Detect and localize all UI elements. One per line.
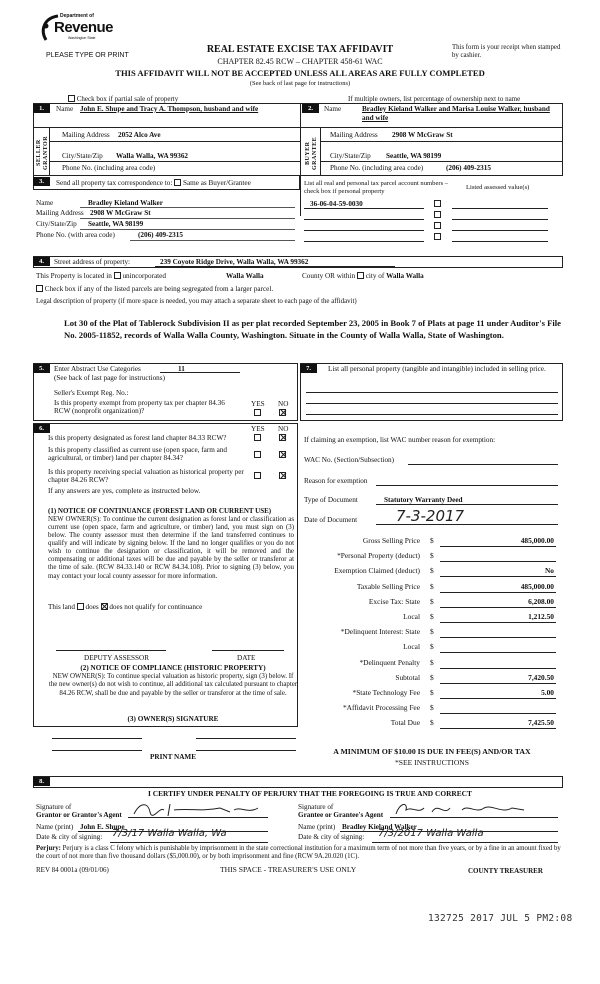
personal-property-dollar: $ [430, 551, 434, 561]
delinquent-interest-local-dollar: $ [430, 642, 434, 652]
grantor-date-label: Date & city of signing: [36, 833, 103, 841]
grantee-name: Bradley Kieland Walker [342, 823, 417, 831]
affidavit-processing-fee-label: *Affidavit Processing Fee [342, 703, 420, 713]
buyer-mailing-label: Mailing Address [330, 131, 378, 139]
historic-question: Is this property receiving special valuation as historical property per chapter 84.26 RCW? [48, 468, 244, 485]
corr-name-label: Name [36, 199, 54, 207]
excise-tax-local-dollar: $ [430, 612, 434, 621]
s5-no: NO [278, 400, 289, 408]
doc-date: 7-3-2017 [396, 507, 465, 525]
grantee-signature [392, 800, 542, 818]
taxable-selling-price-label: Taxable Selling Price [356, 581, 420, 591]
street-address: 239 Coyote Ridge Drive, Walla Walla, WA 99362 [160, 258, 309, 266]
deputy-assessor-label: DEPUTY ASSESSOR [84, 654, 150, 662]
form-chapter: CHAPTER 82.45 RCW – CHAPTER 458-61 WAC [217, 57, 383, 66]
street-label: Street address of property: [54, 258, 131, 266]
total-due-label: Total Due [390, 718, 420, 728]
see-instructions: *SEE INSTRUCTIONS [394, 758, 470, 767]
same-as-buyer-checkbox[interactable] [174, 179, 181, 186]
grantee-sig-label-2: Grantee or Grantee's Agent [298, 811, 384, 820]
same-as-buyer-label: Same as Buyer/Grantee [182, 179, 251, 187]
unincorporated-checkbox[interactable] [114, 272, 121, 279]
date-label: DATE [237, 654, 256, 662]
gross-selling-price-label: Gross Selling Price [362, 536, 420, 545]
total-due-value: 7,425.50 [528, 718, 554, 728]
minimum-note: A MINIMUM OF $10.00 IS DUE IN FEE(S) AND/OR TAX [333, 747, 531, 756]
section-5-number: 5. [33, 364, 50, 373]
current-use-no-checkbox[interactable] [279, 451, 286, 458]
see-back-note: (See back of last page for instructions) [249, 80, 351, 87]
delinquent-interest-local-label: Local [403, 642, 420, 652]
grantor-sig-label-2: Grantor or Grantor's Agent [36, 811, 122, 820]
perjury-note [36, 845, 562, 861]
grantor-date-city: 7/3/17 Walla Walla, Wa [112, 828, 227, 839]
buyer-city: Seattle, WA 98199 [386, 152, 442, 160]
buyer-mailing: 2908 W McGraw St [392, 131, 453, 139]
notice-2-body: NEW OWNER(S): To continue special valuation as historic property, sign (3) below. If the new owner(s) do not wish to continue, all additional tax calculated pursuant to chapter 84.26 RCW, shall be due and payable by the seller or transferor at the time of sale. [48, 673, 298, 697]
buyer-city-label: City/State/Zip [330, 152, 371, 160]
seller-city-label: City/State/Zip [62, 152, 103, 160]
corr-city-label: City/State/Zip [36, 220, 77, 228]
gross-selling-price-value: 485,000.00 [520, 536, 554, 545]
seller-name-label: Name [56, 105, 74, 113]
does-qualify-checkbox[interactable] [77, 603, 84, 610]
county-or-within [302, 272, 424, 280]
excise-tax-state-dollar: $ [430, 596, 434, 606]
parcel-3-personal-checkbox[interactable] [434, 222, 441, 229]
correspondence-text: Send all property tax correspondence to: [56, 179, 173, 187]
state-technology-fee-label: *State Technology Fee [352, 688, 420, 697]
parcel-1-personal-checkbox[interactable] [434, 200, 441, 207]
historic-no-checkbox[interactable] [279, 472, 286, 479]
perjury-label: Perjury: [36, 845, 61, 852]
state-technology-fee-value: 5.00 [541, 688, 554, 697]
assessed-label: Listed assessed value(s) [466, 184, 530, 191]
grantee-name-label: Name (print) [298, 823, 336, 831]
subtotal-label: Subtotal [395, 672, 420, 682]
legal-label: Legal description of property (if more space is needed, you may attach a separate sheet to each page of the affidavit) [36, 298, 357, 305]
forest-no-checkbox[interactable] [279, 434, 286, 441]
excise-tax-state-value: 6,208.00 [528, 596, 554, 606]
grantee-signature-mark [392, 800, 542, 818]
grantor-sig-label-1: Signature of [36, 803, 72, 811]
grantee-date-city: 7/3/2017 Walla Walla [378, 828, 484, 839]
claim-exemption-label: If claiming an exemption, list WAC number reason for exemption: [304, 436, 496, 444]
seller-mailing: 2052 Alco Ave [118, 131, 161, 139]
seller-name: John E. Shupe and Tracy A. Thompson, husband and wife [80, 105, 259, 113]
doc-type-label: Type of Document [304, 496, 358, 504]
buyer-name: Bradley Kieland Walker and Marisa Louise Walker, husband and wife [362, 105, 550, 122]
subtotal-value: 7,420.50 [528, 672, 554, 682]
owner-signature-label: (3) OWNER(S) SIGNATURE [127, 715, 219, 723]
personal-prop-label: List all personal property (tangible and intangible) included in selling price. [328, 365, 546, 373]
corr-city: Seattle, WA 98199 [88, 220, 144, 228]
notice-2-title: (2) NOTICE OF COMPLIANCE (HISTORIC PROPERTY) [80, 664, 266, 672]
section-8-number: 8. [33, 777, 50, 786]
taxable-selling-price-value: 485,000.00 [520, 581, 554, 591]
excise-tax-state-label: Excise Tax: State [368, 596, 420, 606]
multiple-owners-note: If multiple owners, list percentage of ownership next to name [348, 95, 521, 103]
affidavit-processing-fee-dollar: $ [430, 703, 434, 713]
doc-type: Statutory Warranty Deed [384, 496, 463, 504]
partial-sale-checkbox[interactable] [68, 95, 75, 102]
does-label: does [85, 603, 99, 611]
section-4-number: 4. [33, 257, 50, 266]
delinquent-penalty-label: *Delinquent Penalty [359, 657, 420, 667]
grantor-name: John E. Shupe [80, 823, 125, 831]
exemption-claimed-dollar: $ [430, 566, 434, 576]
city-of-label: city of [365, 272, 385, 280]
perjury-text: Perjury is a class C felony which is punishable by imprisonment in the state correctional institution for a maximum term of not more than five years, or by a fine in an amount fixed by the court of not more than five thousand dollars ($5,000.00), or by both imprisonment and fine (RCW 9A.20.020 (1C). [36, 845, 561, 861]
print-name-label: PRINT NAME [150, 753, 196, 761]
segregated-row [36, 285, 273, 293]
notice-1-title: (1) NOTICE OF CONTINUANCE (FOREST LAND OR CURRENT USE) [48, 507, 272, 515]
rev-number: REV 84 0001a (09/01/06) [36, 866, 109, 874]
exempt-yes-checkbox[interactable] [254, 409, 261, 416]
parcel-4-personal-checkbox[interactable] [434, 233, 441, 240]
abstract-see-back: (See back of last page for instructions) [54, 374, 165, 382]
seller-side-label: SELLER GRANTOR [36, 135, 49, 171]
section-1-number: 1. [33, 104, 50, 113]
county-treasurer: COUNTY TREASURER [468, 867, 543, 875]
treasurer-space: THIS SPACE - TREASURER'S USE ONLY [220, 865, 357, 874]
grantee-date-label: Date & city of signing: [298, 833, 365, 841]
warning-banner: THIS AFFIDAVIT WILL NOT BE ACCEPTED UNLESS ALL AREAS ARE FULLY COMPLETED [115, 68, 485, 78]
section-7-number: 7. [300, 364, 317, 373]
corr-phone: (206) 409-2315 [138, 231, 183, 239]
corr-mailing-label: Mailing Address [36, 209, 84, 217]
revenue-logo [38, 10, 114, 44]
legal-description: Lot 30 of the Plat of Tablerock Subdivision II as per plat recorded September 23, 2005 in Book 7 of Plats at page 11 under Auditor's File No. 2005-11852, records of Walla Walla County, Washington. Situate in the County of Walla Walla, State of Washington. [64, 318, 561, 340]
current-use-yes-checkbox[interactable] [254, 451, 261, 458]
buyer-name-label: Name [324, 105, 342, 113]
personal-property-label: *Personal Property (deduct) [337, 551, 420, 561]
treasurer-stamp: 132725 2017 JUL 5 PM2:08 [428, 913, 573, 924]
does-not-qualify-checkbox[interactable] [101, 603, 108, 610]
exempt-reg-label: Seller's Exempt Reg. No.: [54, 389, 129, 397]
does-not-label: does not qualify for continuance [109, 603, 203, 611]
reason-label: Reason for exemption [304, 477, 368, 485]
segregated-label: Check box if any of the listed parcels are being segregated from a larger parcel. [44, 285, 274, 293]
section-2-number: 2. [302, 104, 319, 113]
delinquent-interest-state-label: *Delinquent Interest: State [340, 627, 420, 637]
within-city-checkbox[interactable] [357, 272, 364, 279]
grantee-sig-label [298, 803, 383, 820]
parcel-2-personal-checkbox[interactable] [434, 211, 441, 218]
notice-1-body: NEW OWNER(S): To continue the current designation as forest land or classification as current use (open space, farm and agriculture, or timber) land, you must sign on (3) below. The county assessor must then determine if the land transferred continues to qualify and will indicate by signing below. If the land no longer qualifies or you do not wish to continue the designation or classification, it will be removed and the compensating or additional taxes will be due and payable by the seller or transferor at the time of sale. (RCW 84.33.140 or RCW 84.34.108). Prior to signing (3) below, you may contact your local county assessor for more information. [48, 516, 294, 580]
delinquent-penalty-dollar: $ [430, 657, 434, 667]
s6-yes: YES [251, 425, 265, 433]
excise-tax-local-label: Local [403, 612, 420, 621]
taxable-selling-price-dollar: $ [430, 581, 434, 591]
grantor-sig-label [36, 803, 122, 820]
unincorporated-label: unincorporated [122, 272, 166, 280]
logo-main-text: Revenue [54, 19, 114, 36]
buyer-side-label: BUYER GRANTEE [305, 136, 318, 170]
grantor-name-label: Name (print) [36, 823, 74, 831]
receipt-note: This form is your receipt when stamped by cashier. [452, 44, 561, 60]
total-due-dollar: $ [430, 718, 434, 728]
parcel-label: List all real and personal tax parcel account numbers – check box if personal property [304, 180, 449, 195]
abstract-label: Enter Abstract Use Categories [54, 365, 141, 373]
grantee-sig-label-1: Signature of [298, 803, 334, 811]
please-type: PLEASE TYPE OR PRINT [46, 52, 129, 59]
section-3-number: 3. [33, 177, 50, 186]
abstract-value: 11 [178, 365, 185, 373]
grantor-signature [130, 800, 270, 818]
logo-sub-text: Washington State [68, 36, 96, 40]
wac-label: WAC No. (Section/Subsection) [304, 456, 395, 464]
delinquent-interest-state-dollar: $ [430, 627, 434, 637]
logo-top-text: Department of [60, 13, 94, 19]
certify-statement: I CERTIFY UNDER PENALTY OF PERJURY THAT THE FOREGOING IS TRUE AND CORRECT [148, 789, 472, 798]
this-land-label: This land [48, 603, 75, 611]
partial-sale-row [68, 95, 178, 103]
county-name: Walla Walla [226, 272, 264, 280]
corr-mailing: 2908 W McGraw St [90, 209, 151, 217]
if-yes-note: If any answers are yes, complete as instructed below. [48, 487, 201, 495]
forest-yes-checkbox[interactable] [254, 434, 261, 441]
located-label: This Property is located in [36, 272, 112, 280]
buyer-phone-label: Phone No. (including area code) [330, 164, 424, 172]
county-or-label: County OR within [302, 272, 356, 280]
continuance-row [48, 603, 202, 611]
current-use-question: Is this property classified as current use (open space, farm and agricultural, or timber) land per chapter 84.34? [48, 446, 228, 463]
grantor-signature-mark [130, 800, 270, 818]
corr-name: Bradley Kieland Walker [88, 199, 163, 207]
exemption-claimed-value: No [544, 566, 554, 576]
subtotal-dollar: $ [430, 672, 434, 682]
parcel-1: 36-06-04-59-0030 [310, 200, 363, 208]
located-row [36, 272, 166, 280]
section-6-number: 6. [33, 424, 50, 433]
city-name: Walla Walla [386, 272, 424, 280]
doc-date-label: Date of Document [304, 516, 358, 524]
s5-yes: YES [251, 400, 265, 408]
gross-selling-price-dollar: $ [430, 536, 434, 545]
forest-question: Is this property designated as forest land chapter 84.33 RCW? [48, 434, 227, 442]
historic-yes-checkbox[interactable] [254, 472, 261, 479]
buyer-phone: (206) 409-2315 [446, 164, 491, 172]
form-title: REAL ESTATE EXCISE TAX AFFIDAVIT [206, 44, 394, 55]
corr-phone-label: Phone No. (with area code) [36, 231, 115, 239]
excise-tax-local-value: 1,212.50 [528, 612, 554, 621]
exemption-claimed-label: Exemption Claimed (deduct) [334, 566, 420, 576]
seller-mailing-label: Mailing Address [62, 131, 110, 139]
segregated-checkbox[interactable] [36, 285, 43, 292]
seller-city: Walla Walla, WA 99362 [116, 152, 189, 160]
section-8-box [33, 776, 563, 788]
partial-sale-label: Check box if partial sale of property [76, 95, 179, 103]
exempt-question: Is this property exempt from property tax per chapter 84.36 RCW (nonprofit organization)? [54, 399, 225, 416]
correspondence-label [56, 179, 251, 187]
state-technology-fee-dollar: $ [430, 688, 434, 697]
s6-no: NO [278, 425, 289, 433]
seller-phone-label: Phone No. (including area code) [62, 164, 156, 172]
exempt-no-checkbox[interactable] [279, 409, 286, 416]
